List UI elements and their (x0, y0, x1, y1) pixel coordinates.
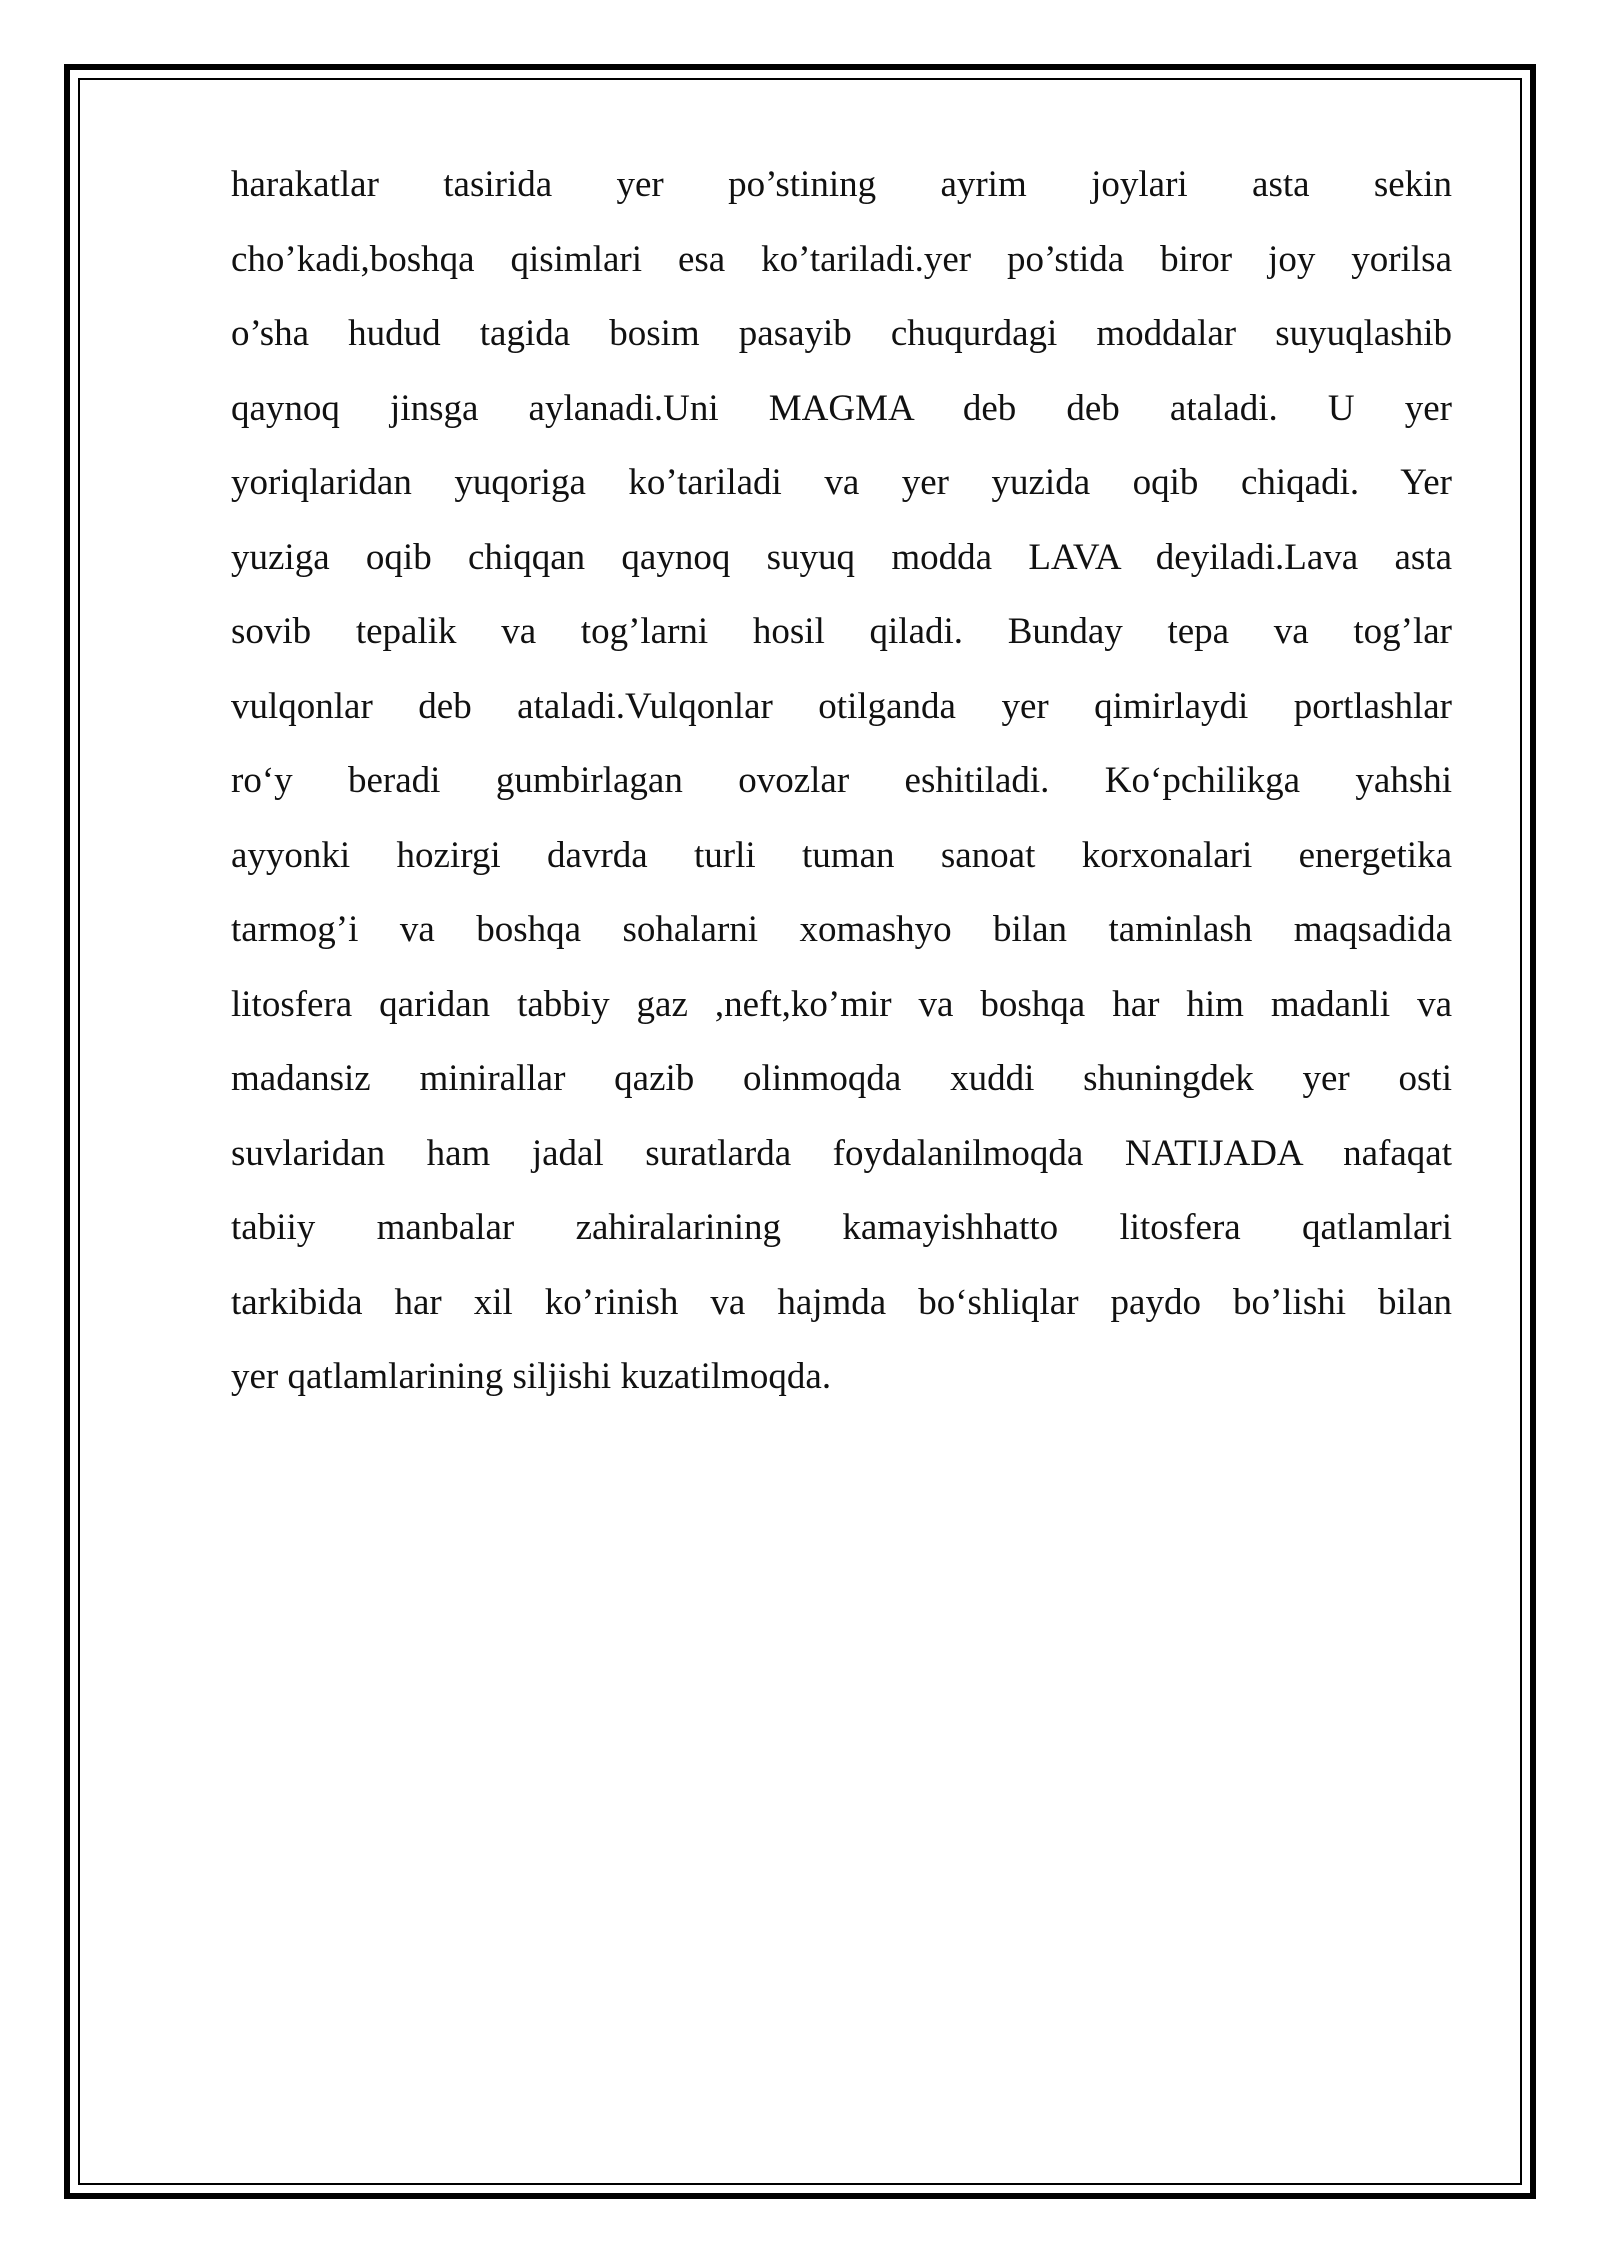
paragraph-line: sovib tepalik va tog’larni hosil qiladi. Bunday tepa va tog’lar (231, 611, 1452, 652)
paragraph-line: tabiiy manbalar zahiralarining kamayishhatto litosfera qatlamlari (231, 1207, 1452, 1248)
paragraph-line: yuziga oqib chiqqan qaynoq suyuq modda LAVA deyiladi.Lava asta (231, 536, 1452, 578)
paragraph-line: cho’kadi,boshqa qisimlari esa ko’tariladi.yer po’stida biror joy yorilsa (231, 238, 1452, 280)
paragraph-line: ro‘y beradi gumbirlagan ovozlar eshitiladi. Ko‘pchilikga yahshi (231, 760, 1452, 801)
paragraph-line: tarmog’i va boshqa sohalarni xomashyo bilan taminlash maqsadida (231, 909, 1452, 950)
paragraph-line: o’sha hudud tagida bosim pasayib chuqurdagi moddalar suyuqlashib (231, 313, 1452, 354)
paragraph-line: yoriqlaridan yuqoriga ko’tariladi va yer yuzida oqib chiqadi. Yer (231, 462, 1452, 503)
paragraph-line: yer qatlamlarining siljishi kuzatilmoqda. (231, 1356, 832, 1397)
document-paragraph (231, 148, 1452, 1415)
paragraph-line: tarkibida har xil ko’rinish va hajmda bo‘shliqlar paydo bo’lishi bilan (231, 1281, 1452, 1323)
paragraph-line: vulqonlar deb ataladi.Vulqonlar otilganda yer qimirlaydi portlashlar (231, 685, 1452, 727)
paragraph-line: madansiz minirallar qazib olinmoqda xuddi shuningdek yer osti (231, 1058, 1452, 1099)
paragraph-line: litosfera qaridan tabbiy gaz ,neft,ko’mir va boshqa har him madanli va (231, 983, 1452, 1025)
paragraph-line: ayyonki hozirgi davrda turli tuman sanoat korxonalari energetika (231, 834, 1452, 876)
paragraph-line: qaynoq jinsga aylanadi.Uni MAGMA deb deb ataladi. U yer (231, 387, 1452, 429)
paragraph-line: harakatlar tasirida yer po’stining ayrim joylari asta sekin (231, 164, 1452, 205)
paragraph-line: suvlaridan ham jadal suratlarda foydalanilmoqda NATIJADA nafaqat (231, 1132, 1452, 1174)
